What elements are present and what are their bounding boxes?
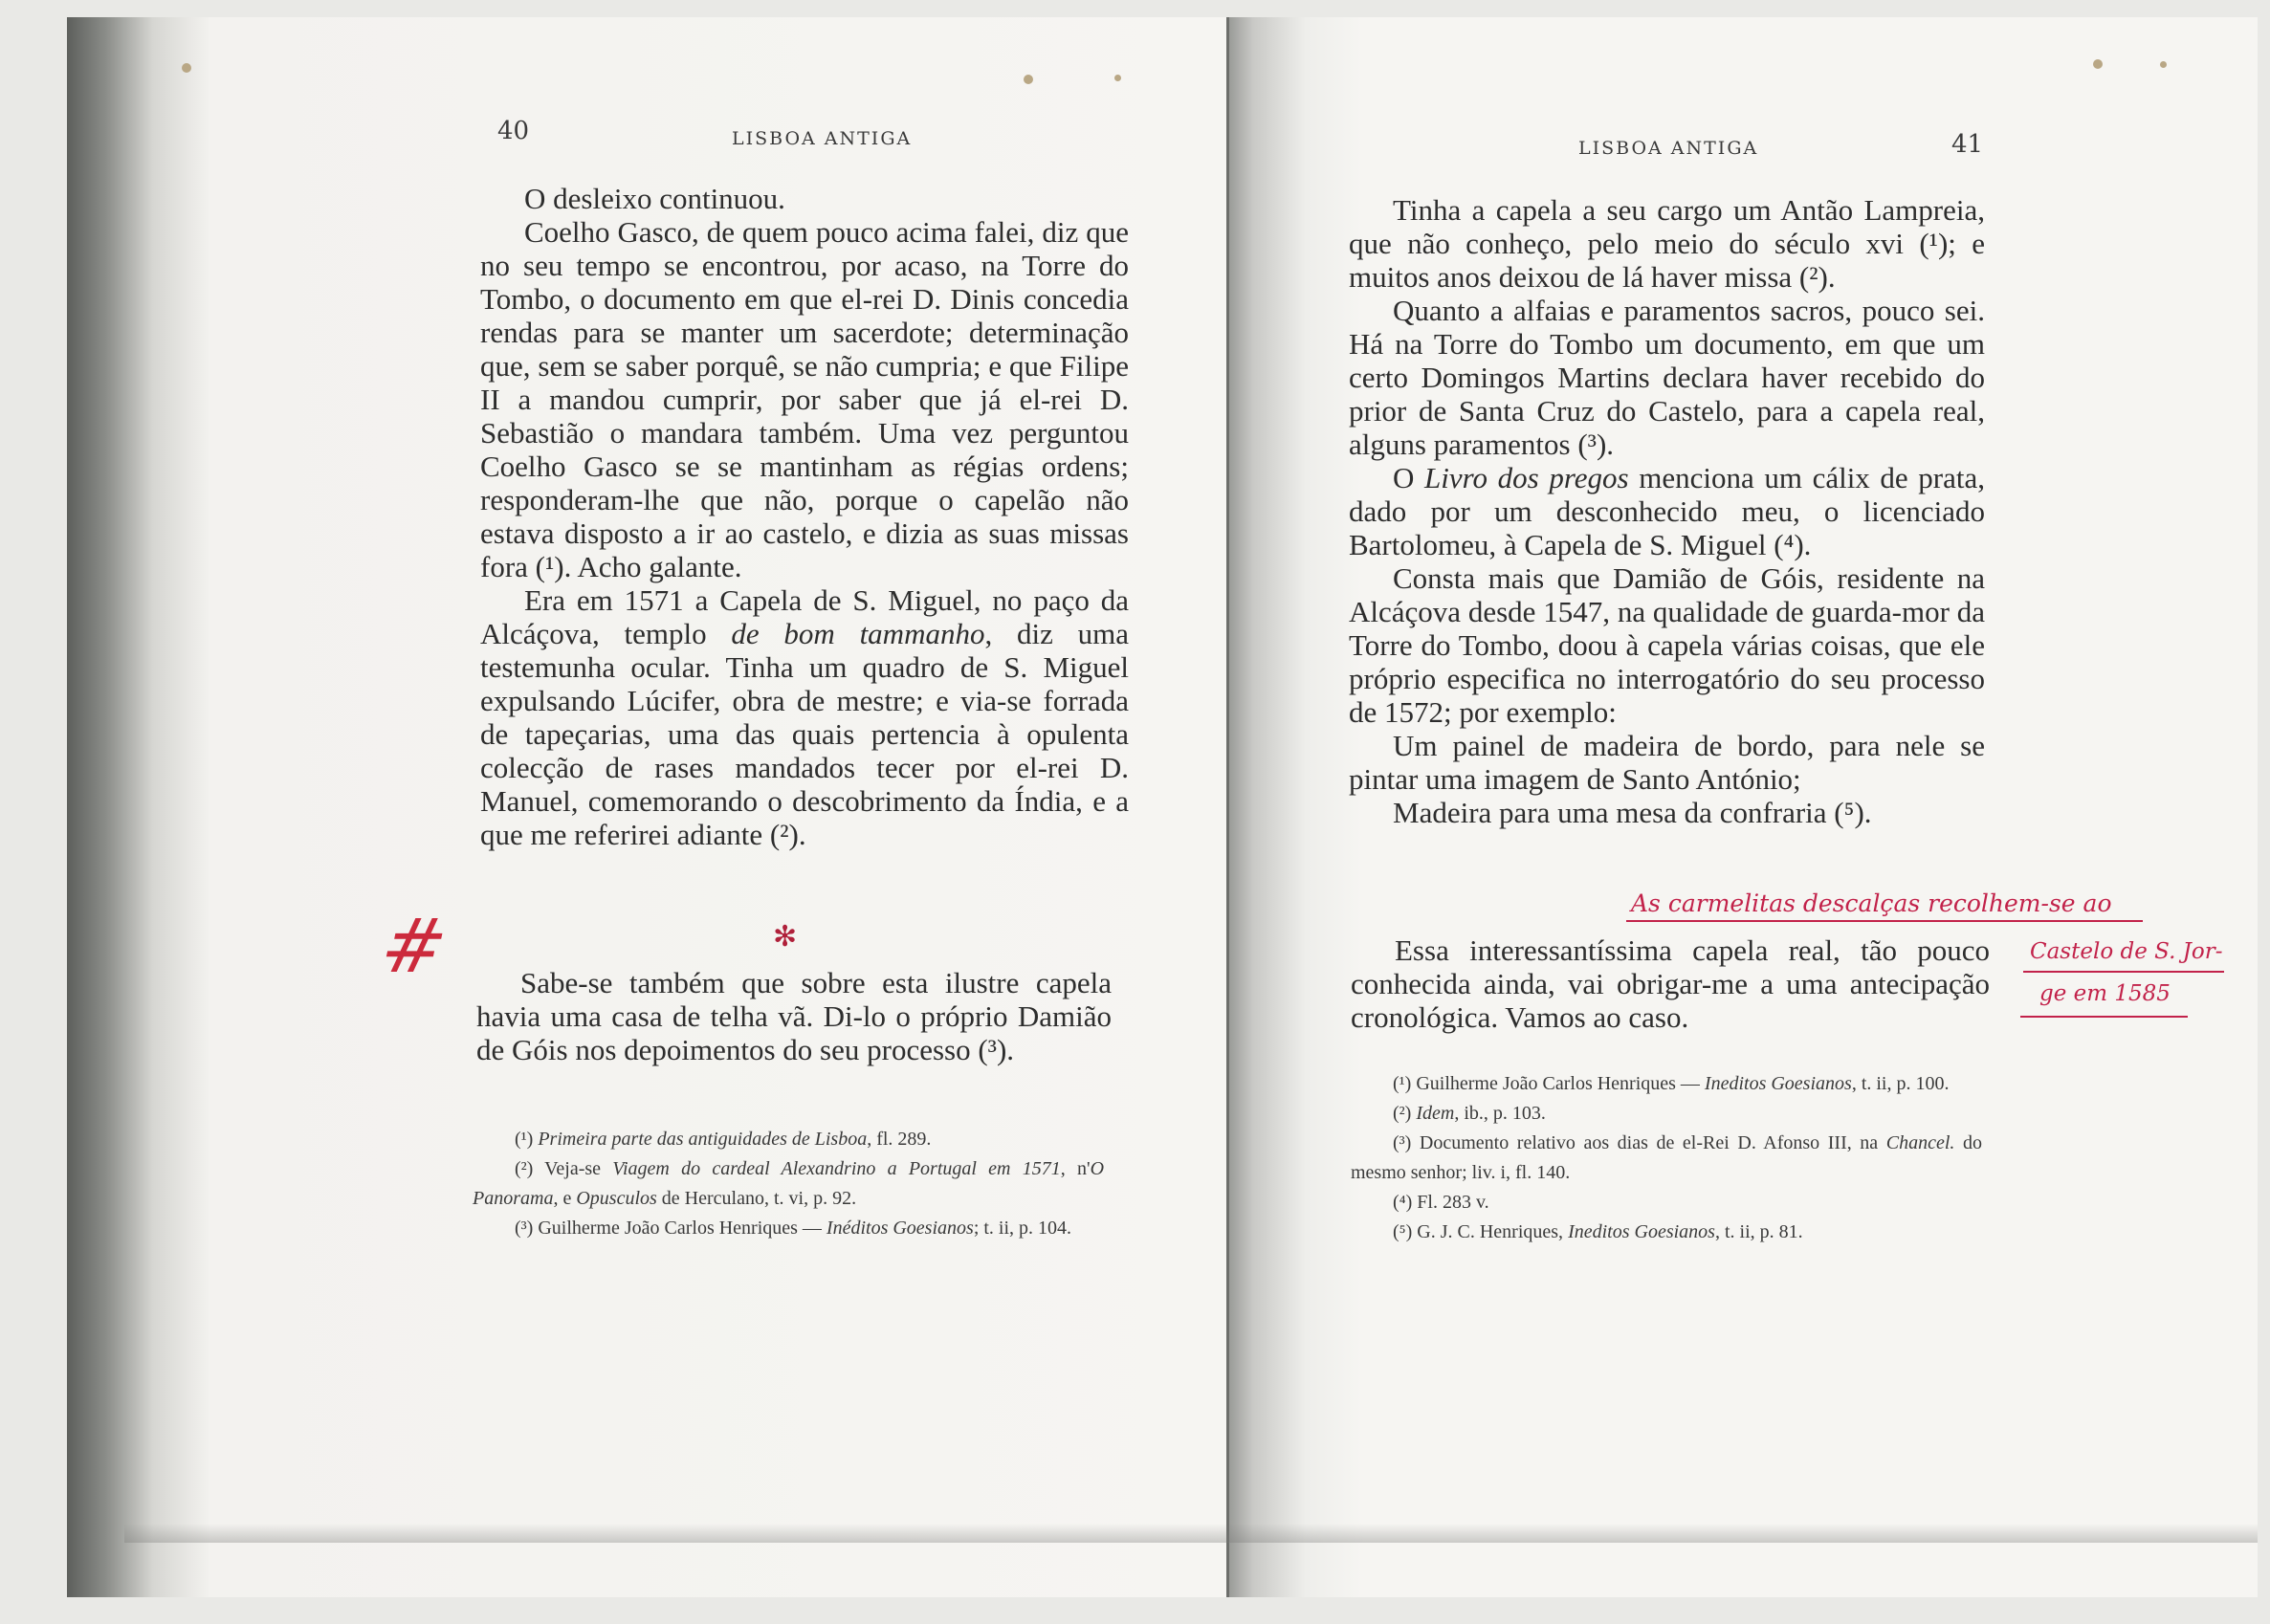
handwritten-note-line: Castelo de S. Jor- <box>2030 939 2223 964</box>
paragraph: Coelho Gasco, de quem pouco acima falei, diz que no seu tempo se encontrou, por acaso, na Torre do Tombo, o documento em que el-rei D. Dinis concedia rendas para se manter um sacerdote; determinação que, sem se saber porquê, se não cumpria; e que Filipe II a mandou cumprir, por saber que já el-rei D. Sebastião o mandara também. Uma vez perguntou Coelho Gasco se se mantinham as régias ordens; responderam-lhe que não, porque o capelão não estava disposto a ir ao castelo, e dizia as suas missas fora (¹). Acho galante. <box>480 215 1129 583</box>
paper-mark <box>182 63 191 73</box>
book-spine <box>1226 17 1229 1597</box>
footnote <box>1351 1218 1982 1247</box>
paragraph: Quanto a alfaias e paramentos sacros, pouco sei. Há na Torre do Tombo um documento, em que um certo Domingos Martins declara haver recebido do prior de Santa Cruz do Castelo, para a capela real, alguns paramentos (³). <box>1349 294 1985 461</box>
paragraph <box>480 583 1129 851</box>
handwritten-underline <box>2020 1016 2188 1018</box>
italic-text: O Panorama <box>473 1158 1105 1209</box>
footnote-mark: (¹) <box>515 1129 539 1150</box>
text-run: , n' <box>1060 1158 1091 1179</box>
footnote <box>1351 1069 1982 1099</box>
paragraph: Consta mais que Damião de Góis, residente na Alcáçova desde 1547, na qualidade de guarda-mor da Torre do Tombo, doou à capela várias coisas, que ele próprio especifica no interrogatório do seu processo de 1572; por exemplo: <box>1349 561 1985 729</box>
footnote <box>473 1125 1104 1154</box>
text-run: (³) Documento relativo aos dias de el-Rei D. Afonso III, na <box>1393 1132 1886 1153</box>
paragraph: O desleixo continuou. <box>524 182 785 215</box>
section-ornament: ✻ <box>773 920 798 954</box>
right-body-text-section2 <box>1351 933 1990 1034</box>
italic-text: Inéditos Goesianos <box>826 1218 974 1239</box>
right-body-text <box>1349 193 1985 829</box>
text-run: , diz uma testemunha ocular. Tinha um quadro de S. Miguel expulsando Lúcifer, obra de mestre; e via-se forrada de tapeçarias, uma das quais pertencia à opulenta colecção de rases mandados tecer por el-rei D. Manuel, comemorando o descobrimento da Índia, e a que me referirei adiante (²). <box>480 617 1129 851</box>
footnote-mark: (²) Veja-se <box>515 1158 613 1179</box>
footnote <box>473 1154 1104 1214</box>
left-body-text-section2 <box>476 966 1112 1066</box>
text-run: , e <box>553 1188 577 1209</box>
left-body-text <box>480 182 1129 851</box>
italic-text: Ineditos Goesianos <box>1704 1073 1852 1094</box>
text-run: Era em 1571 a Capela de S. Miguel, no paço da Alcáçova, templo <box>480 583 1129 650</box>
paragraph: Tinha a capela a seu cargo um Antão Lampreia, que não conheço, pelo meio do século xvi (¹); e muitos anos deixou de lá haver missa (²). <box>1349 193 1985 294</box>
left-page-number: 40 <box>497 117 530 145</box>
text-run: , fl. 289. <box>867 1129 932 1150</box>
italic-text: de bom tammanho <box>731 617 985 650</box>
paragraph <box>1349 461 1985 561</box>
text-run: , ib., p. 103. <box>1454 1103 1546 1124</box>
text-run: , t. ii, p. 100. <box>1851 1073 1950 1094</box>
handwritten-note-line: As carmelitas descalças recolhem-se ao <box>1631 889 2112 917</box>
text-run: de Herculano, t. vi, p. 92. <box>656 1188 857 1209</box>
text-run: do mesmo senhor; liv. i, fl. 140. <box>1351 1132 1982 1183</box>
italic-text: Ineditos Goesianos <box>1568 1221 1715 1242</box>
handwritten-note-line: ge em 1585 <box>2039 981 2171 1006</box>
italic-text: Chancel. <box>1885 1132 1955 1153</box>
paragraph: Um painel de madeira de bordo, para nele se pintar uma imagem de Santo António; <box>1349 729 1985 796</box>
left-running-head: LISBOA ANTIGA <box>732 128 913 149</box>
right-footnotes <box>1351 1069 1982 1247</box>
italic-text: Primeira parte das antiguidades de Lisboa <box>538 1129 868 1150</box>
handwritten-underline <box>1626 920 2143 922</box>
paper-mark <box>2160 61 2167 68</box>
footnote <box>1351 1099 1982 1129</box>
italic-text: Viagem do cardeal Alexandrino a Portugal em 1571 <box>612 1158 1061 1179</box>
italic-text: Livro dos pregos <box>1424 461 1629 494</box>
paragraph: Sabe-se também que sobre esta ilustre capela havia uma casa de telha vã. Di-lo o próprio Damião de Góis nos depoimentos do seu processo (³). <box>476 966 1112 1066</box>
left-footnotes <box>473 1125 1104 1243</box>
paragraph: Essa interessantíssima capela real, tão pouco conhecida ainda, vai obrigar-me a uma antecipação cronológica. Vamos ao caso. <box>1351 933 1990 1034</box>
footnote-mark: (¹) Guilherme João Carlos Henriques — <box>1393 1073 1705 1094</box>
handwritten-underline <box>2023 971 2224 973</box>
text-run: ; t. ii, p. 104. <box>973 1218 1072 1239</box>
text-run: O <box>1393 461 1425 494</box>
handwritten-hash-mark: # <box>373 904 454 990</box>
paper-mark <box>1024 75 1033 84</box>
footnote-mark: (²) <box>1393 1103 1417 1124</box>
text-run: menciona um cálix de prata, dado por um desconhecido meu, o licenciado Bartolomeu, à Capela de S. Miguel (⁴). <box>1349 461 1986 561</box>
paper-mark <box>1114 75 1121 81</box>
footnote <box>1351 1129 1982 1188</box>
right-running-head: LISBOA ANTIGA <box>1578 138 1759 159</box>
footnote <box>473 1214 1104 1243</box>
right-page-number: 41 <box>1951 130 1984 159</box>
paper-mark <box>2093 59 2103 69</box>
italic-text: Opusculos <box>576 1188 657 1209</box>
footnote: (⁴) Fl. 283 v. <box>1393 1192 1489 1213</box>
text-run: , t. ii, p. 81. <box>1714 1221 1803 1242</box>
paragraph: Madeira para uma mesa da confraria (⁵). <box>1393 796 1872 829</box>
footnote-mark: (³) Guilherme João Carlos Henriques — <box>515 1218 826 1239</box>
italic-text: Idem <box>1416 1103 1455 1124</box>
page-bottom-shadow <box>124 1524 2258 1543</box>
footnote-mark: (⁵) G. J. C. Henriques, <box>1393 1221 1569 1242</box>
